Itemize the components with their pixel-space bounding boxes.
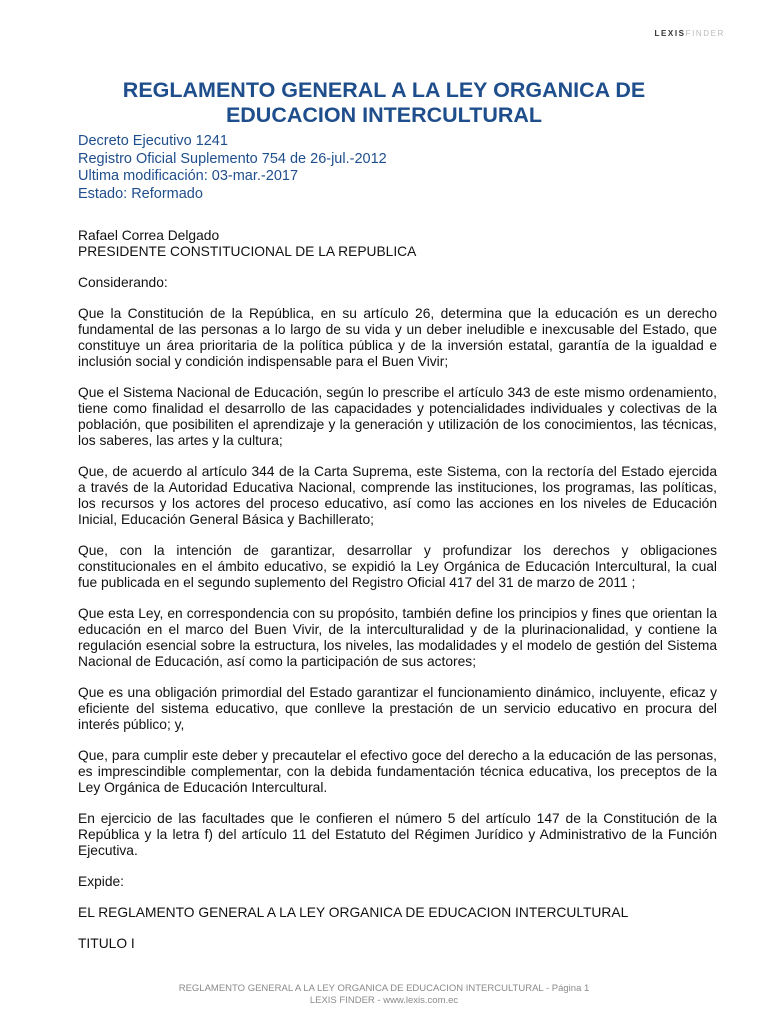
document-body	[78, 228, 717, 967]
reglamento-heading: EL REGLAMENTO GENERAL A LA LEY ORGANICA DE EDUCACION INTERCULTURAL	[78, 905, 629, 920]
logo-text-finder: FINDER	[685, 29, 725, 38]
document-status: Estado: Reformado	[78, 185, 203, 202]
document-metadata	[78, 133, 698, 203]
paragraph: Que, con la intención de garantizar, desarrollar y profundizar los derechos y obligaciones constitucionales en el ámbito educativo, se expidió la Ley Orgánica de Educación Intercultural, la cual fue publicada en el segundo suplemento del Registro Oficial 417 del 31 de marzo de 2011 ;	[78, 543, 717, 590]
logo-text-lexis: LEXIS	[654, 29, 686, 38]
paragraph: Que el Sistema Nacional de Educación, según lo prescribe el artículo 343 de este mismo ordenamiento, tiene como finalidad el desarrollo de las capacidades y potencialidades individuales y colectivas de la población, que posibiliten el aprendizaje y la generación y utilización de los conocimientos, las técnicas, los saberes, las artes y la cultura;	[78, 385, 717, 448]
paragraph: Que, de acuerdo al artículo 344 de la Carta Suprema, este Sistema, con la rectoría del Estado ejercida a través de la Autoridad Educativa Nacional, comprende las instituciones, los programas, las políticas, los recursos y los actores del proceso educativo, así como las acciones en los niveles de Educación Inicial, Educación General Básica y Bachillerato;	[78, 464, 717, 527]
titulo-heading: TITULO I	[78, 936, 135, 951]
last-modification: Ultima modificación: 03-mar.-2017	[78, 168, 299, 184]
paragraph: Que, para cumplir este deber y precautelar el efectivo goce del derecho a la educación de las personas, es imprescindible complementar, con la debida fundamentación técnica educativa, los preceptos de la Ley Orgánica de Educación Intercultural.	[78, 748, 717, 795]
lexis-finder-logo	[654, 29, 725, 38]
footer-document-page: REGLAMENTO GENERAL A LA LEY ORGANICA DE EDUCACION INTERCULTURAL - Página 1	[178, 983, 590, 994]
page-footer	[0, 983, 768, 1006]
document-title: REGLAMENTO GENERAL A LA LEY ORGANICA DE EDUCACION INTERCULTURAL	[122, 78, 646, 127]
considerando-label: Considerando:	[78, 275, 168, 290]
signer-title: PRESIDENTE CONSTITUCIONAL DE LA REPUBLICA	[78, 244, 417, 259]
footer-source: LEXIS FINDER - www.lexis.com.ec	[309, 994, 459, 1006]
official-registry: Registro Oficial Suplemento 754 de 26-jul.-2012	[78, 150, 387, 167]
paragraph: Que esta Ley, en correspondencia con su propósito, también define los principios y fines que orientan la educación en el marco del Buen Vivir, de la interculturalidad y de la plurinacionalidad, y contiene la regulación esencial sobre la estructura, los niveles, las modalidades y el modelo de gestión del Sistema Nacional de Educación, así como la participación de sus actores;	[78, 606, 717, 669]
paragraph: En ejercicio de las facultades que le confieren el número 5 del artículo 147 de la Constitución de la República y la letra f) del artículo 11 del Estatuto del Régimen Jurídico y Administrativo de la Función Ejecutiva.	[78, 811, 717, 858]
paragraph: Que es una obligación primordial del Estado garantizar el funcionamiento dinámico, incluyente, eficaz y eficiente del sistema educativo, que conlleve la prestación de un servicio educativo en procura del interés público; y,	[78, 685, 717, 732]
expide-label: Expide:	[78, 874, 125, 889]
decree-number: Decreto Ejecutivo 1241	[78, 133, 228, 149]
signer-name: Rafael Correa Delgado	[78, 228, 220, 243]
paragraph: Que la Constitución de la República, en su artículo 26, determina que la educación es un derecho fundamental de las personas a lo largo de su vida y un deber ineludible e inexcusable del Estado, que constituye un área prioritaria de la política pública y de la inversión estatal, garantía de la igualdad e inclusión social y condición indispensable para el Buen Vivir;	[78, 306, 717, 369]
